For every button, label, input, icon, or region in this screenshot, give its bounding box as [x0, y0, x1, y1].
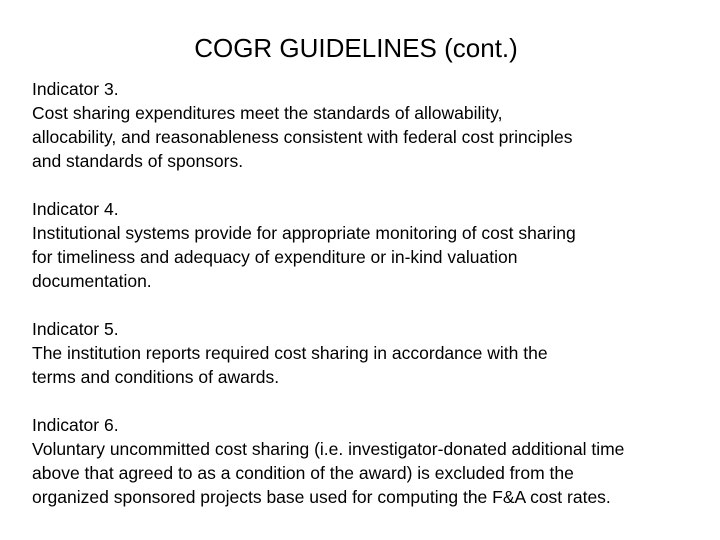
- indicator-text-line: Cost sharing expenditures meet the standards of allowability,: [32, 103, 503, 123]
- slide-title: COGR GUIDELINES (cont.): [194, 33, 518, 63]
- indicator-text-line: for timeliness and adequacy of expenditure or in-kind valuation: [32, 247, 518, 267]
- indicator-heading: Indicator 6.: [32, 415, 119, 435]
- indicator-heading: Indicator 5.: [32, 319, 119, 339]
- indicator-heading: Indicator 4.: [32, 199, 119, 219]
- indicator-text-line: allocability, and reasonableness consistent with federal cost principles: [32, 127, 573, 147]
- indicator-text-line: Voluntary uncommitted cost sharing (i.e. investigator-donated additional time: [32, 439, 625, 459]
- indicator-text-line: organized sponsored projects base used for computing the F&A cost rates.: [32, 487, 611, 507]
- indicator-text-line: documentation.: [32, 271, 152, 291]
- indicator-4: [32, 197, 718, 293]
- indicator-3: [32, 77, 718, 173]
- indicator-text-line: terms and conditions of awards.: [32, 367, 280, 387]
- indicator-text-line: and standards of sponsors.: [32, 151, 244, 171]
- indicator-text-line: Institutional systems provide for appropriate monitoring of cost sharing: [32, 223, 576, 243]
- indicator-text-line: above that agreed to as a condition of the award) is excluded from the: [32, 463, 574, 483]
- indicator-text-line: The institution reports required cost sharing in accordance with the: [32, 343, 548, 363]
- indicator-5: [32, 317, 718, 389]
- indicator-heading: Indicator 3.: [32, 79, 119, 99]
- indicator-6: [32, 413, 718, 509]
